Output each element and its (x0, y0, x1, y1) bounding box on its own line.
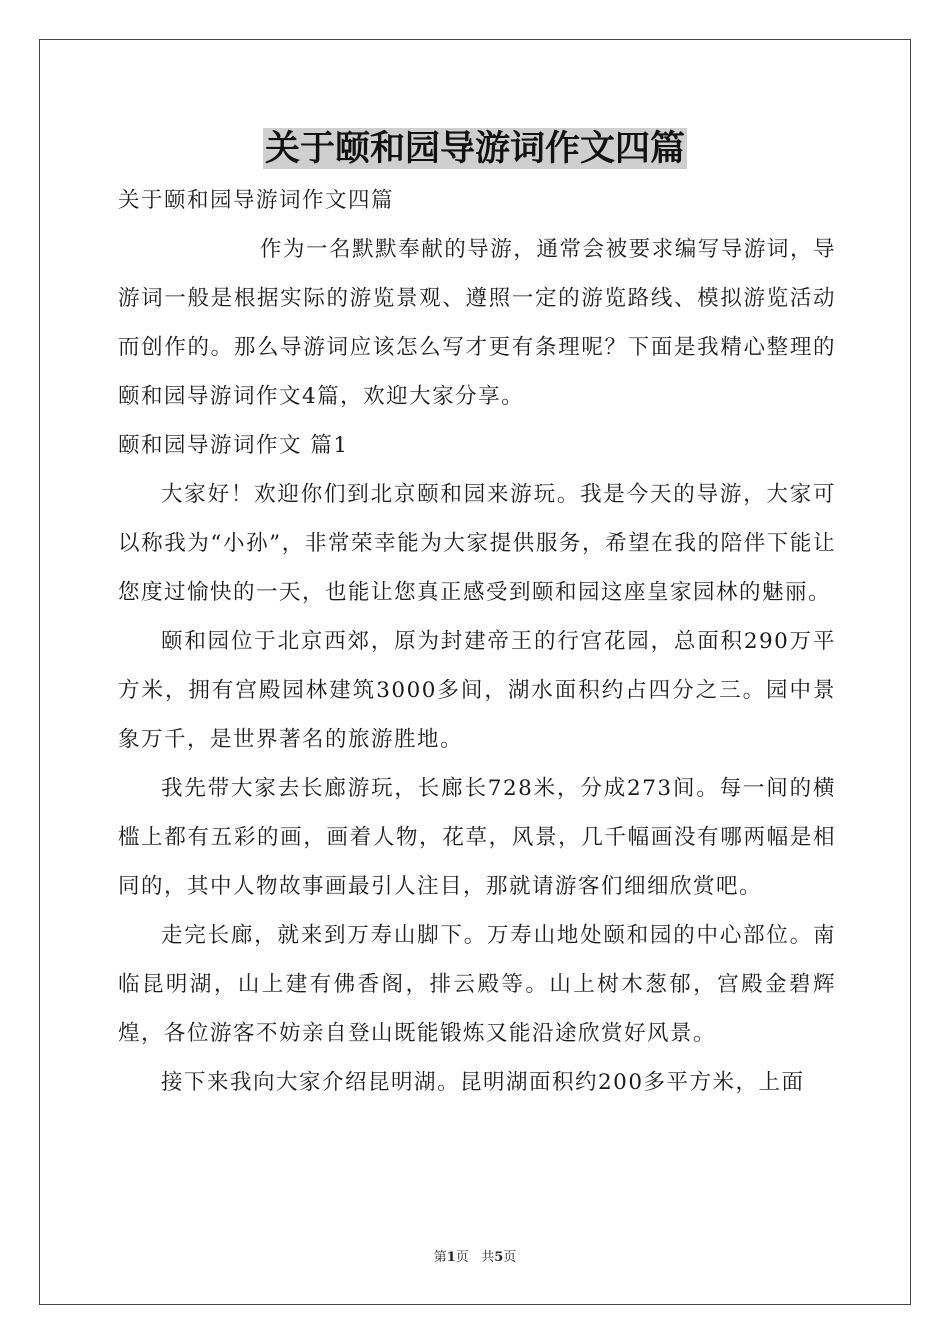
document-title (0, 126, 950, 172)
page-label-prefix: 第 (433, 1250, 447, 1265)
intro-paragraph: 作为一名默默奉献的导游，通常会被要求编写导游词，导游词一般是根据实际的游览景观、遵照一定的游览路线、模拟游览活动而创作的。那么导游词应该怎么写才更有条理呢？下面是我精心整理的颐和园导游词作文4篇，欢迎大家分享。 (118, 237, 836, 409)
document-subtitle: 关于颐和园导游词作文四篇 (118, 188, 395, 213)
document-title-text: 关于颐和园导游词作文四篇 (264, 128, 685, 169)
body-paragraph: 我先带大家去长廊游玩，长廊长728米，分成273间。每一间的横槛上都有五彩的画，画着人物，花草，风景，几千幅画没有哪两幅是相同的，其中人物故事画最引人注目，那就请游客们细细欣赏吧。 (118, 776, 836, 899)
page-footer (0, 1246, 950, 1265)
body-paragraph: 大家好！欢迎你们到北京颐和园来游玩。我是今天的导游，大家可以称我为“小孙”，非常荣幸能为大家提供服务，希望在我的陪伴下能让您度过愉快的一天，也能让您真正感受到颐和园这座皇家园林的魅丽。 (118, 482, 836, 605)
page-total: 5 (494, 1250, 504, 1265)
body-paragraph: 颐和园位于北京西郊，原为封建帝王的行宫花园，总面积290万平方米，拥有宫殿园林建筑3000多间，湖水面积约占四分之三。园中景象万千，是世界著名的旅游胜地。 (118, 629, 836, 752)
page-label-mid: 页 共 (455, 1250, 495, 1265)
section-heading: 颐和园导游词作文 篇1 (118, 433, 349, 458)
page-label-suffix: 页 (503, 1250, 517, 1265)
document-body (118, 176, 836, 1107)
body-paragraph: 接下来我向大家介绍昆明湖。昆明湖面积约200多平方米，上面 (161, 1070, 805, 1095)
page-current: 1 (446, 1250, 456, 1265)
body-paragraph: 走完长廊，就来到万寿山脚下。万寿山地处颐和园的中心部位。南临昆明湖，山上建有佛香阁，排云殿等。山上树木葱郁，宫殿金碧辉煌，各位游客不妨亲自登山既能锻炼又能沿途欣赏好风景。 (118, 923, 836, 1046)
